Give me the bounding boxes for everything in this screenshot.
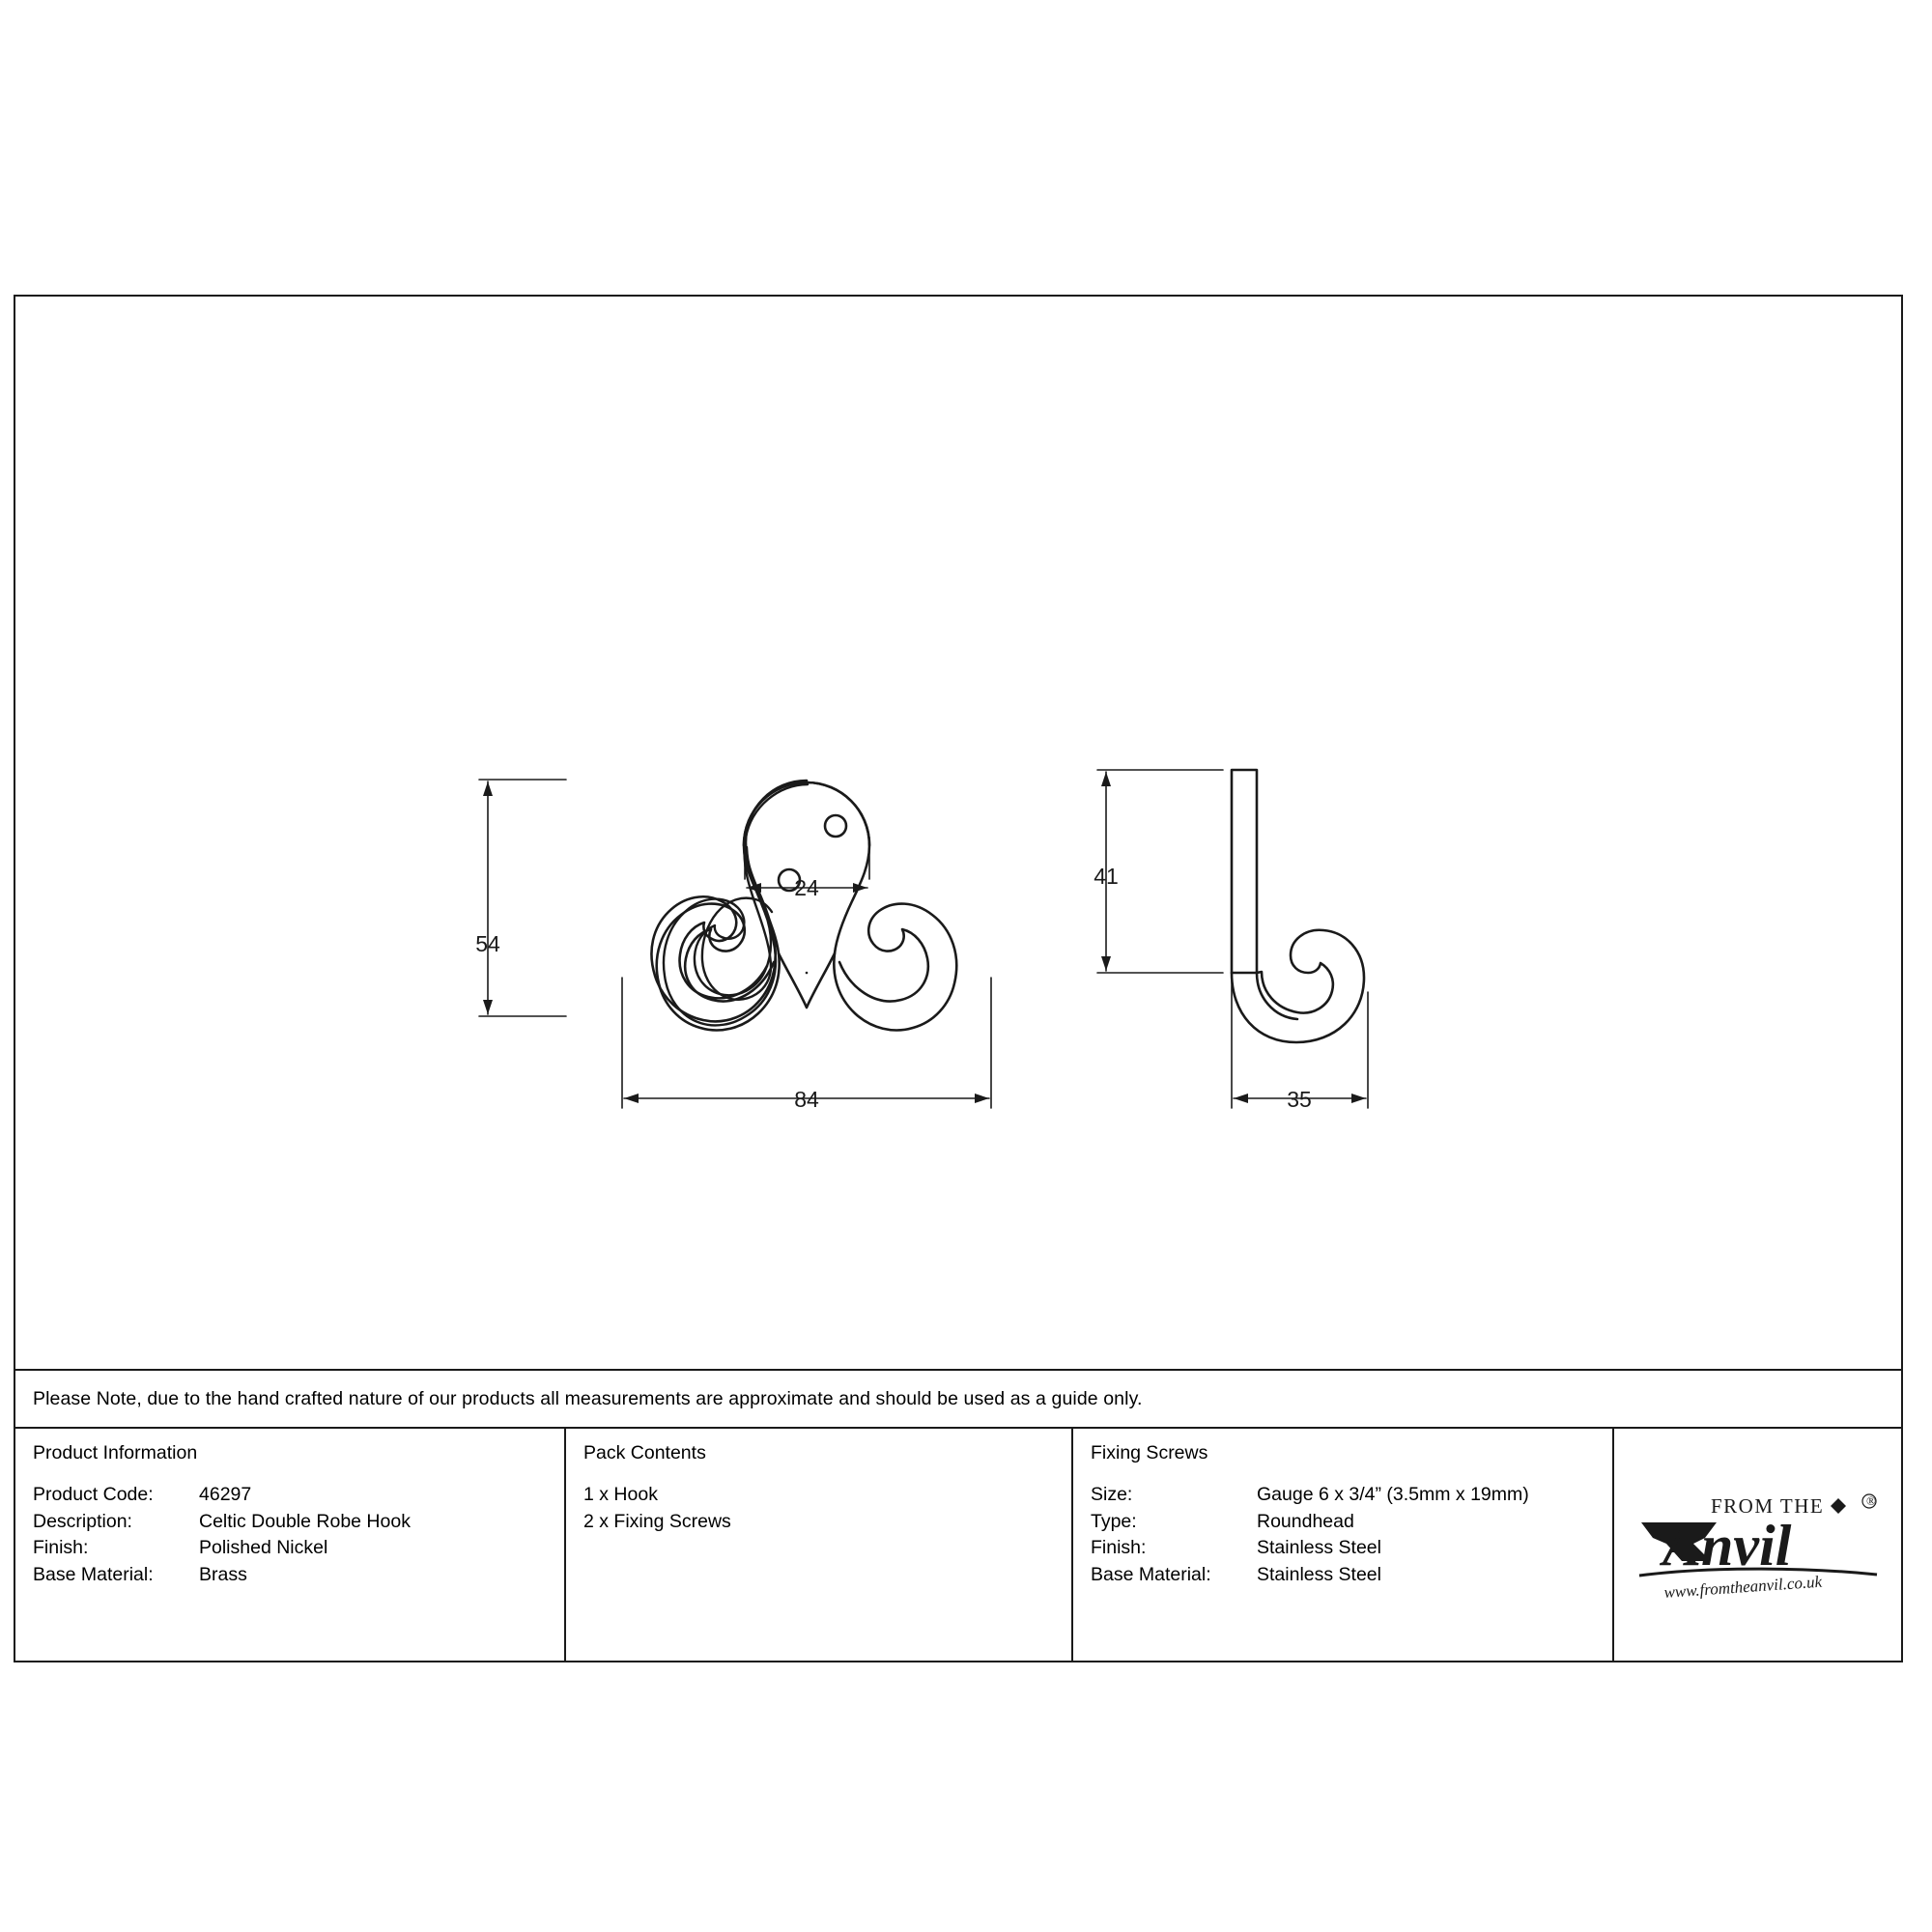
screw-size-value: Gauge 6 x 3/4” (3.5mm x 19mm) (1257, 1484, 1529, 1505)
fixing-screws-title: Fixing Screws (1091, 1442, 1208, 1463)
front-view-center-notch (779, 953, 835, 1008)
front-view-hook-outline (702, 784, 808, 1000)
screw-size-row (1091, 1482, 1612, 1509)
technical-drawing-sheet (14, 295, 1903, 1662)
screw-finish-value: Stainless Steel (1257, 1537, 1381, 1559)
side-view-hook-sweep (1232, 930, 1364, 1042)
screw-finish-label: Finish: (1091, 1537, 1147, 1559)
product-code-value: 46297 (199, 1484, 252, 1505)
screw-base-material-label: Base Material: (1091, 1564, 1211, 1586)
dimension-label-24: 24 (794, 875, 819, 900)
front-view-hook-body (664, 782, 806, 1025)
base-material-row (33, 1562, 564, 1589)
description-label: Description: (33, 1510, 132, 1532)
base-material-label: Base Material: (33, 1564, 154, 1586)
pack-contents-line-1: 1 x Hook (583, 1484, 658, 1505)
fixing-screws-column (1073, 1429, 1614, 1661)
side-view-backplate (1232, 770, 1257, 973)
logo-line2: Anvil (1662, 1514, 1791, 1577)
dimension-54 (479, 780, 566, 1016)
finish-label: Finish: (33, 1537, 89, 1559)
screw-hole-upper (825, 815, 846, 837)
logo-diamond-icon (1831, 1498, 1846, 1514)
dimension-label-35: 35 (1287, 1087, 1312, 1112)
pack-contents-title: Pack Contents (583, 1442, 706, 1463)
screw-finish-row (1091, 1535, 1612, 1562)
product-code-row (33, 1482, 564, 1509)
information-row (15, 1429, 1901, 1661)
product-information-column (15, 1429, 566, 1661)
pack-contents-line-2: 2 x Fixing Screws (583, 1510, 731, 1532)
measurement-note-row (15, 1369, 1901, 1429)
finish-row (33, 1535, 564, 1562)
screw-type-row (1091, 1509, 1612, 1536)
front-view-silhouette (657, 782, 807, 1030)
product-code-label: Product Code: (33, 1484, 154, 1505)
product-information-title: Product Information (33, 1442, 198, 1463)
logo-line1: FROM THE (1710, 1494, 1824, 1518)
screw-size-label: Size: (1091, 1484, 1133, 1505)
logo-registered-mark: ® (1865, 1493, 1876, 1508)
dimension-label-84: 84 (794, 1087, 819, 1112)
dimension-label-41: 41 (1094, 864, 1119, 889)
screw-base-material-row (1091, 1562, 1612, 1589)
pack-contents-column (566, 1429, 1073, 1661)
measurement-note-text: Please Note, due to the hand crafted nature of our products all measurements are approximate and should be used as a guide only. (33, 1387, 1143, 1409)
front-view-silhouette-mirror (807, 782, 956, 1030)
base-material-value: Brass (199, 1564, 247, 1586)
screw-base-material-value: Stainless Steel (1257, 1564, 1381, 1586)
description-row (33, 1509, 564, 1536)
brand-logo-cell (1614, 1429, 1901, 1661)
drawing-area (15, 297, 1901, 1369)
front-view-backplate (744, 782, 869, 845)
finish-value: Polished Nickel (199, 1537, 328, 1559)
screw-type-value: Roundhead (1257, 1510, 1354, 1532)
logo-website: www.fromtheanvil.co.uk (1662, 1572, 1823, 1602)
screw-type-label: Type: (1091, 1510, 1137, 1532)
description-value: Celtic Double Robe Hook (199, 1510, 411, 1532)
dimension-label-54: 54 (475, 931, 500, 956)
anvil-logo (1628, 1472, 1889, 1617)
